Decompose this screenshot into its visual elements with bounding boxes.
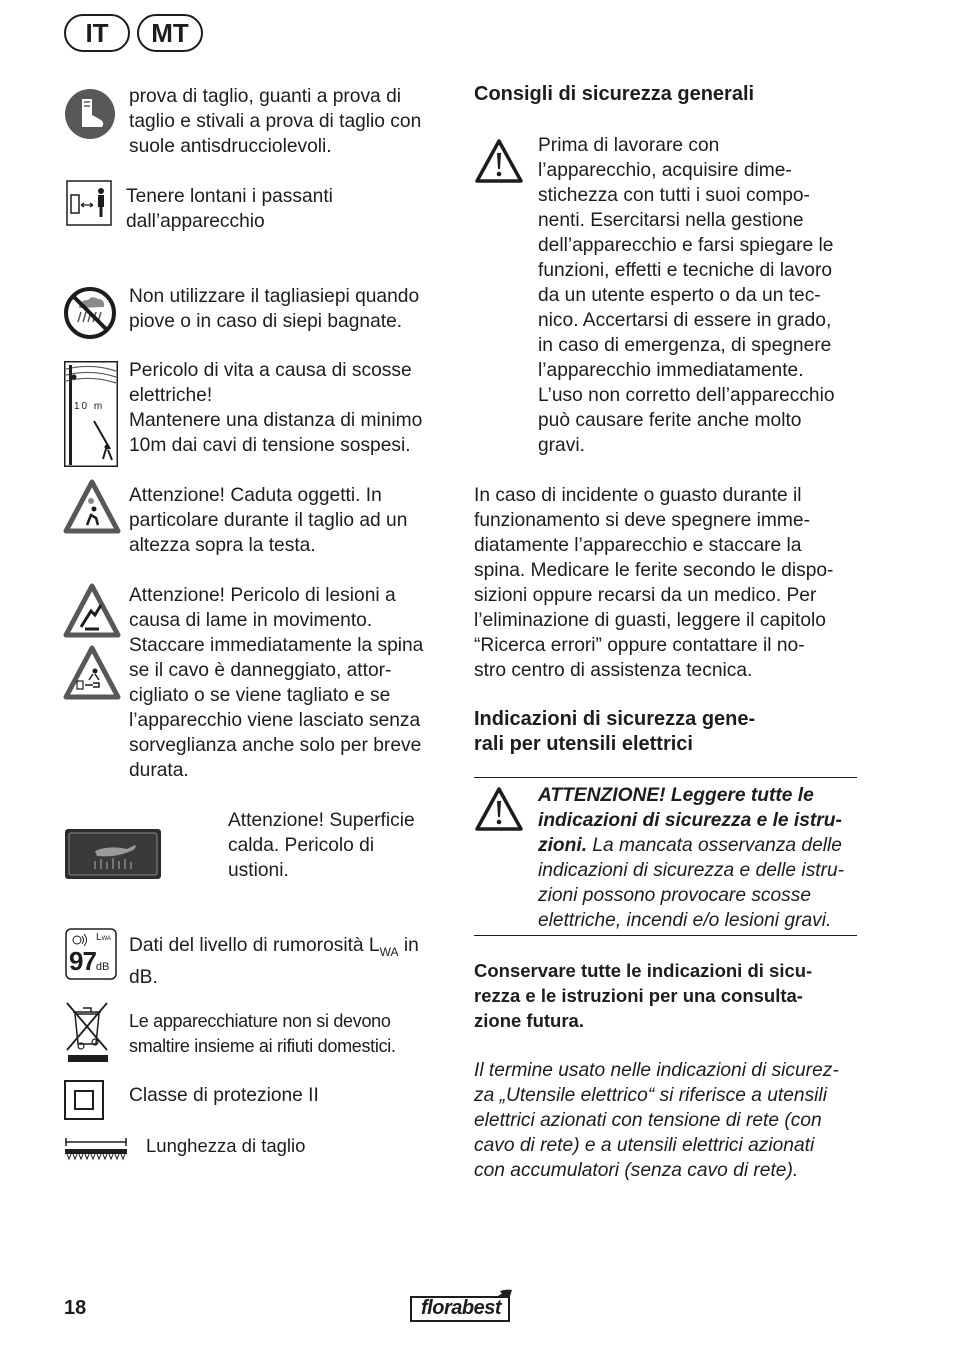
warning-text-2	[538, 783, 868, 933]
incident-paragraph: In caso di incidente o guasto durante il funzionamento si deve spegnere imme- diatamente l’apparecchio e staccare la spina. Medicare le ferite secondo le dispo- sizioni oppure recarsi da un medico. Per l’eliminazione di guasti, leggere il capitolo “Ricerca errori” oppure contattare il no- stro centro di assistenza tecnica.	[474, 485, 834, 681]
noise-text	[129, 933, 449, 990]
electric-text: Pericolo di vita a causa di scosse elettriche! Mantenere una distanza di minimo 10m dai cavi di tensione sospesi.	[129, 360, 423, 456]
warning-text-2-rest: La mancata osservanza delle indicazioni di sicurezza e delle istru- zioni possono provocare scosse elettriche, incendi e/o lesioni gravi.	[538, 835, 845, 931]
noise-level-icon	[65, 928, 117, 980]
falling-text: Attenzione! Caduta oggetti. In particolare durante il taglio ad un altezza sopra la testa.	[129, 485, 408, 556]
noise-icon-sub: WA	[101, 936, 112, 942]
hot-text: Attenzione! Superficie calda. Pericolo di ustioni.	[228, 810, 415, 881]
protection-class-ii-icon	[64, 1080, 104, 1120]
power-tool-definition-paragraph: Il termine usato nelle indicazioni di sicurez- za „Utensile elettrico“ si riferisce a utensili elettrici azionati con tensione di rete (con cavo di rete) e a utensili elettrici azionati con accumulatori (senza cavo di rete).	[474, 1060, 839, 1181]
power-line-icon	[64, 361, 118, 467]
no-rain-icon	[63, 286, 117, 340]
blades-text: Attenzione! Pericolo di lesioni a causa di lame in movimento. Staccare immediatamente la spina se il cavo è danneggiato, attor- cigliato o se viene tagliato e se l’apparecchio viene lasciato senza sorveglianza anche solo per breve durata.	[129, 585, 424, 781]
keep-instructions-paragraph: Conservare tutte le indicazioni di sicu- rezza e le istruzioni per una consulta- zione futura.	[474, 960, 813, 1031]
crossed-bin-icon	[63, 1000, 111, 1064]
distance-label: 10 m	[74, 401, 105, 412]
safety-boots-icon	[64, 88, 116, 140]
divider-bottom	[474, 935, 857, 936]
noise-text-sub: WA	[379, 944, 399, 959]
noise-icon-label: L	[96, 932, 102, 943]
noise-text-end: in dB.	[129, 935, 419, 988]
lang-badge-it: IT	[64, 14, 130, 52]
bystanders-text: Tenere lontani i passanti dall’apparecchio	[126, 186, 333, 232]
hot-surface-icon	[65, 829, 161, 879]
noise-text-main: Dati del livello di rumorosità L	[129, 935, 380, 956]
length-text: Lunghezza di taglio	[146, 1135, 306, 1156]
unplug-icon	[63, 645, 121, 701]
heading-general-safety: Consigli di sicurezza generali	[474, 83, 755, 105]
cutting-length-icon	[63, 1132, 129, 1162]
noise-icon-value: 97	[69, 946, 96, 976]
keep-bystanders-away-icon	[66, 180, 112, 226]
class2-text: Classe di protezione II	[129, 1085, 319, 1106]
brand-text: florabest	[421, 1297, 501, 1319]
warning-icon-2	[474, 786, 524, 832]
noise-icon-unit: dB	[95, 961, 110, 973]
heading-power-tools: Indicazioni di sicurezza gene- rali per utensili elettrici	[474, 708, 756, 755]
divider-top	[474, 777, 857, 778]
lang-badge-mt: MT	[137, 14, 203, 52]
warning-icon	[474, 138, 524, 184]
falling-objects-icon	[63, 479, 121, 535]
florabest-logo	[406, 1288, 516, 1326]
warning-text-1: Prima di lavorare con l’apparecchio, acquisire dime- stichezza con tutti i suoi compo- nenti. Esercitarsi nella gestione dell’apparecchio e farsi spiegare le funzioni, effetti e tecniche di lavoro da un utente esperto o da un tec- nico. Accertarsi di essere in grado, in caso di emergenza, di spegnere l’apparecchio immediatamente. L’uso non corretto dell’apparecchio può causare ferite anche molto gravi.	[538, 135, 835, 456]
warning-text-2-bold: ATTENZIONE! Leggere tutte le indicazioni di sicurezza e le istru- zioni.	[538, 785, 842, 856]
page-number: 18	[64, 1297, 87, 1319]
boots-text: prova di taglio, guanti a prova di taglio e stivali a prova di taglio con suole antisdrucciolevoli.	[129, 86, 422, 157]
rain-text: Non utilizzare il tagliasiepi quando piove o in caso di siepi bagnate.	[129, 286, 420, 332]
moving-blades-icon	[63, 583, 121, 639]
waste-text: Le apparecchiature non si devono smaltire insieme ai rifiuti domestici.	[129, 1011, 396, 1056]
